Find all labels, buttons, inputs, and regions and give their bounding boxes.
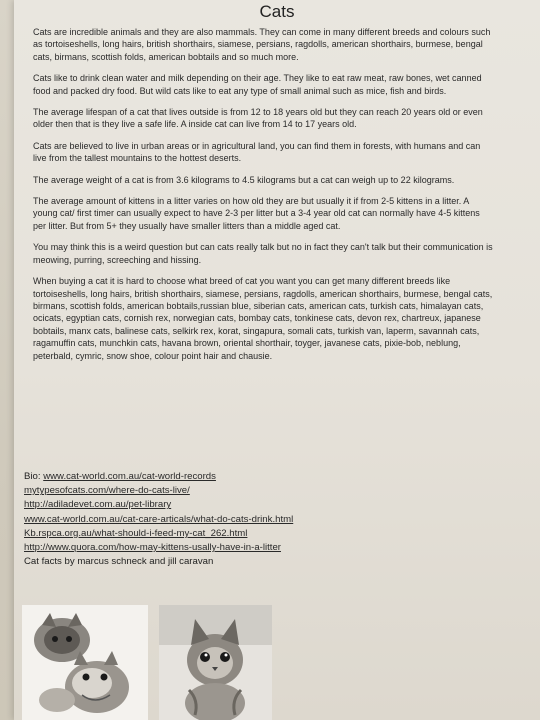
paragraph: When buying a cat it is hard to choose what breed of cat you want you can get many different breeds like tortoiseshells, long hairs, british shorthairs, siamese, persians, ragdolls, american shorthairs, burmese, bengal cats, birmans, scottish folds, american bobtails,russian blue, siberian cats, american cats, turkish cats, himalayan cats, ocicats, egyptian cats, cornish rex, norwegian cats, bombay cats, tonkinese cats, devon rex, chartreux, japanese bobtails, manx cats, balinese cats, selkirk rex, korat, singapura, somali cats, turkish van, laperm, savannah cats, ragamuffin cats, munchkin cats, havana brown, oriental shorthair, toyger, javanese cats, pixie-bob, neblung, peterbald, cymric, snow shoe, colour point hair and chausie. — [33, 276, 493, 361]
kitten-image — [159, 605, 272, 720]
bio-link[interactable]: www.cat-world.com.au/cat-world-records — [43, 471, 216, 482]
page-title: Cats — [259, 2, 295, 21]
kitten-image — [22, 605, 148, 720]
paragraph: Cats are incredible animals and they are also mammals. They can come in many different breeds and colours such as tortoiseshells, long hairs, british shorthairs, siamese, persians, ragdolls, american shorthairs, burmese, bengal cats, birmans, scottish folds, american bobtails and so much more. — [33, 27, 491, 62]
bio-link[interactable]: http://www.quora.com/how-may-kittens-usally-have-in-a-litter — [24, 542, 281, 554]
bio-link[interactable]: http://adiladevet.com.au/pet-library — [24, 499, 172, 511]
paragraph: The average amount of kittens in a litter varies on how old they are but usually it if from 2-5 kittens in a litter. A young cat/ first timer can usually expect to have 2-3 per litter but a 3-4 year old cat can normally have 4-5 kittens per litter. But from 5+ they usually have smaller litters than a middle aged cat. — [33, 196, 480, 231]
paragraph: Cats like to drink clean water and milk depending on their age. They like to eat raw meat, raw bones, wet canned food and packed dry food. But wild cats like to eat any type of small animal such as mice, fish and birds. — [33, 73, 482, 96]
bio-link[interactable]: mytypesofcats.com/where-do-cats-live/ — [24, 485, 190, 497]
bio-label: Bio: — [24, 471, 44, 482]
body-text — [33, 26, 493, 371]
bio-link[interactable]: Kb.rspca.org.au/what-should-i-feed-my-cat_262.html — [24, 527, 248, 539]
bibliography — [24, 470, 504, 569]
kitten-photo-2 — [159, 605, 272, 720]
paragraph: The average weight of a cat is from 3.6 kilograms to 4.5 kilograms but a cat can weigh up to 22 kilograms. — [33, 174, 455, 185]
document-page — [14, 0, 540, 720]
paragraph: The average lifespan of a cat that lives outside is from 12 to 18 years old but they can reach 20 years old or even older then that is they live a safe life. A inside cat can live from 14 to 17 years old. — [33, 107, 483, 130]
bio-line — [24, 470, 504, 484]
kitten-photo-1 — [22, 605, 148, 720]
paragraph: Cats are believed to live in urban areas or in agricultural land, you can find them in forests, with humans and can live from the tallest mountains to the hottest deserts. — [33, 140, 481, 164]
paragraph: You may think this is a weird question but can cats really talk but no in fact they can't talk but their communication is meowing, purring, screeching and hissing. — [33, 242, 493, 265]
bio-link[interactable]: www.cat-world.com.au/cat-care-articals/what-do-cats-drink.html — [24, 513, 294, 525]
credit-line: Cat facts by marcus schneck and jill caravan — [24, 556, 214, 568]
